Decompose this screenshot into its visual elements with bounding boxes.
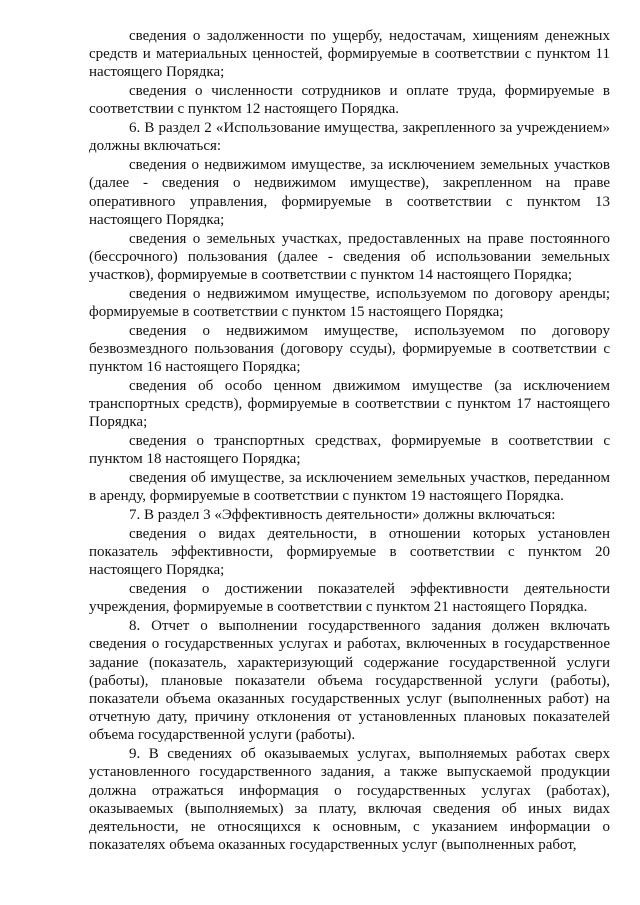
- paragraph-paid-services: 9. В сведениях об оказываемых услугах, выполняемых работах сверх установленного государственного задания, а также выпускаемой продукции должна отражаться информация о государственных услугах (работах), оказываемых (выполняемых) за плату, включая сведения об иных видах деятельности, не относящихся к основным, с указанием информации о показателях объема оказанных государственных услуг (выполненных работ,: [89, 746, 610, 854]
- paragraph-efficiency-indicators: сведения о достижении показателей эффективности деятельности учреждения, формируемые в соответствии с пунктом 21 настоящего Порядка.: [89, 581, 610, 616]
- paragraph-land-plots: сведения о земельных участках, предоставленных на праве постоянного (бессрочного) пользования (далее - сведения об использовании земельных участков), формируемые в соответствии с пунктом 14 настоящего Порядка;: [89, 230, 610, 284]
- paragraph-valuable-movables: сведения об особо ценном движимом имуществе (за исключением транспортных средств), формируемые в соответствии с пунктом 17 настоящего Порядка;: [89, 378, 610, 431]
- paragraph-state-task-report: 8. Отчет о выполнении государственного задания должен включать сведения о государственных услугах и работах, включенных в государственное задание (показатель, характеризующий содержание государственной услуги (работы), плановые показатели объема государственной услуги (работы), показатели объема оказанных государственных услуг (выполненных работ) на отчетную дату, причину отклонения от установленных плановых показателей объема государственной услуги (работы).: [89, 618, 610, 744]
- paragraph-free-use-property: сведения о недвижимом имуществе, используемом по договору безвозмездного пользования (договору ссуды), формируемые в соответствии с пунктом 16 настоящего Порядка;: [89, 322, 610, 376]
- paragraph-section-3-heading: 7. В раздел 3 «Эффективность деятельности» должны включаться:: [129, 507, 556, 524]
- paragraph-vehicles: сведения о транспортных средствах, формируемые в соответствии с пунктом 18 настоящего Порядка;: [89, 433, 610, 468]
- paragraph-debt-info: сведения о задолженности по ущербу, недостачам, хищениям денежных средств и материальных ценностей, формируемые в соответствии с пунктом 11 настоящего Порядка;: [89, 28, 610, 81]
- paragraph-staff-info: сведения о численности сотрудников и оплате труда, формируемые в соответствии с пунктом 12 настоящего Порядка.: [89, 83, 610, 118]
- paragraph-lease-property: сведения о недвижимом имуществе, используемом по договору аренды; формируемые в соответствии с пунктом 15 настоящего Порядка;: [89, 285, 610, 321]
- paragraph-activity-types: сведения о видах деятельности, в отношении которых установлен показатель эффективности, формируемые в соответствии с пунктом 20 настоящего Порядка;: [89, 526, 610, 579]
- paragraph-real-estate: сведения о недвижимом имуществе, за исключением земельных участков (далее - сведения о недвижимом имуществе), закрепленном на праве оперативного управления, формируемые в соответствии с пунктом 13 настоящего Порядка;: [89, 157, 610, 228]
- paragraph-section-2-heading: 6. В раздел 2 «Использование имущества, закрепленного за учреждением» должны включаться:: [89, 120, 610, 155]
- paragraph-leased-out-property: сведения об имуществе, за исключением земельных участков, переданном в аренду, формируемые в соответствии с пунктом 19 настоящего Порядка.: [89, 470, 610, 505]
- document-page: [89, 27, 610, 855]
